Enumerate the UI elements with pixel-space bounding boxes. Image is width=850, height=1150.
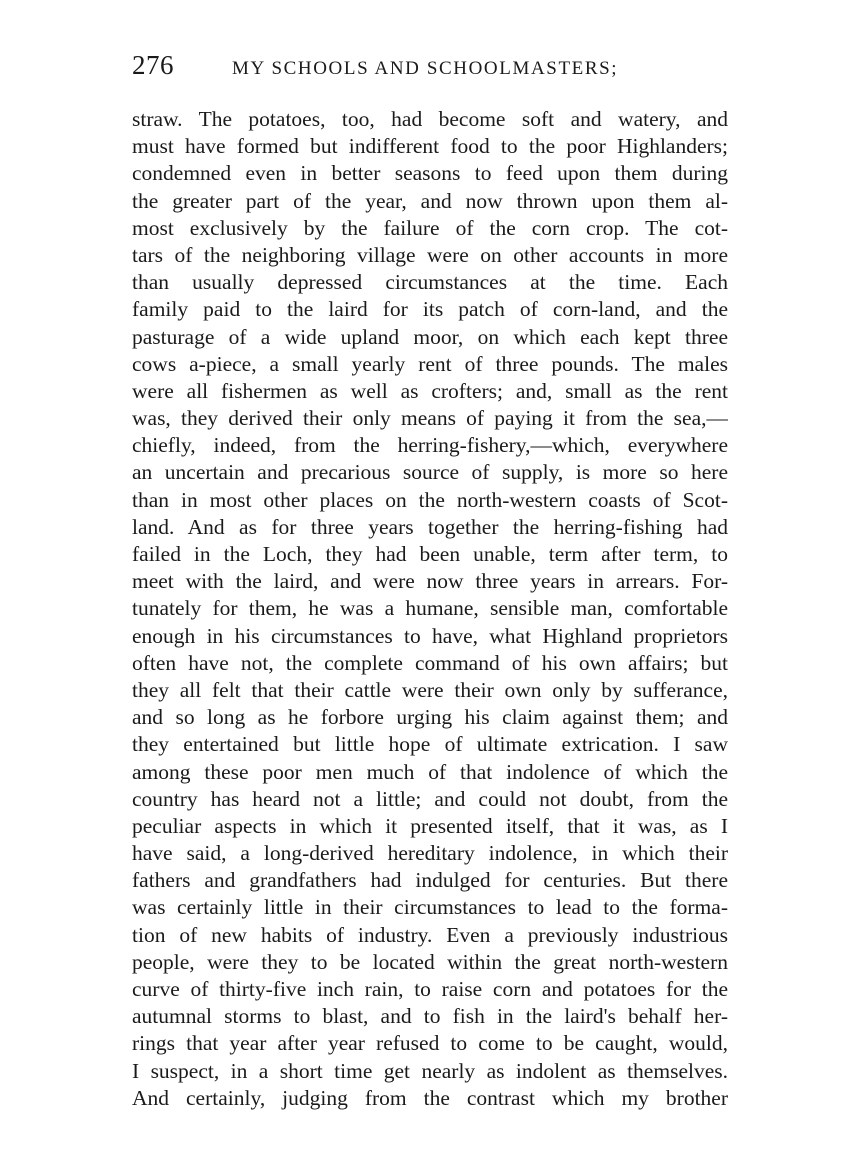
text-line: than in most other places on the north-western coasts of Scot- — [132, 487, 728, 512]
text-line: peculiar aspects in which it presented itself, that it was, as I — [132, 813, 728, 838]
text-line: rings that year after year refused to come to be caught, would, — [132, 1031, 728, 1056]
page-header — [132, 50, 728, 86]
text-line: straw. The potatoes, too, had become soft and watery, and — [132, 107, 728, 131]
text-line: have said, a long-derived hereditary indolence, in which their — [132, 841, 728, 866]
text-line: most exclusively by the failure of the corn crop. The cot- — [132, 215, 728, 240]
text-line: meet with the laird, and were now three years in arrears. For- — [132, 569, 728, 594]
text-line: I suspect, in a short time get nearly as indolent as themselves. — [132, 1058, 728, 1083]
text-line: family paid to the laird for its patch of corn-land, and the — [132, 297, 728, 322]
text-line: And certainly, judging from the contrast which my brother — [132, 1085, 728, 1110]
text-line: must have formed but indifferent food to the poor Highlanders; — [132, 134, 728, 159]
text-line: failed in the Loch, they had been unable, term after term, to — [132, 542, 728, 566]
running-head: MY SCHOOLS AND SCHOOLMASTERS; — [232, 58, 619, 79]
text-line: tunately for them, he was a humane, sensible man, comfortable — [132, 596, 728, 621]
text-line: was, they derived their only means of paying it from the sea,— — [132, 406, 728, 431]
text-line: pasturage of a wide upland moor, on which each kept three — [132, 324, 728, 349]
text-line: enough in his circumstances to have, what Highland proprietors — [132, 623, 728, 648]
text-line: chiefly, indeed, from the herring-fishery,—which, everywhere — [132, 433, 728, 458]
text-line: and so long as he forbore urging his claim against them; and — [132, 705, 728, 730]
text-line: curve of thirty-five inch rain, to raise corn and potatoes for the — [132, 977, 728, 1001]
text-line: were all fishermen as well as crofters; and, small as the rent — [132, 378, 728, 403]
text-line: among these poor men much of that indolence of which the — [132, 759, 728, 784]
text-line: an uncertain and precarious source of supply, is more so here — [132, 460, 728, 485]
text-line: than usually depressed circumstances at the time. Each — [132, 270, 728, 295]
text-line: people, were they to be located within the great north-western — [132, 949, 728, 974]
text-line: tion of new habits of industry. Even a previously industrious — [132, 922, 728, 947]
page-number: 276 — [132, 50, 174, 80]
text-line: country has heard not a little; and could not doubt, from the — [132, 786, 728, 811]
text-line: they entertained but little hope of ultimate extrication. I saw — [132, 732, 728, 757]
text-line: condemned even in better seasons to feed upon them during — [132, 161, 728, 186]
body-text — [132, 106, 728, 1112]
text-line: they all felt that their cattle were their own only by sufferance, — [132, 677, 728, 702]
text-line: autumnal storms to blast, and to fish in the laird's behalf her- — [132, 1004, 728, 1029]
text-line: the greater part of the year, and now thrown upon them al- — [132, 188, 728, 213]
text-line: was certainly little in their circumstances to lead to the forma- — [132, 895, 728, 920]
text-line: fathers and grandfathers had indulged for centuries. But there — [132, 868, 728, 893]
text-line: often have not, the complete command of his own affairs; but — [132, 650, 728, 675]
text-line: tars of the neighboring village were on other accounts in more — [132, 242, 728, 267]
text-line: land. And as for three years together the herring-fishing had — [132, 514, 728, 539]
text-line: cows a-piece, a small yearly rent of three pounds. The males — [132, 351, 728, 376]
